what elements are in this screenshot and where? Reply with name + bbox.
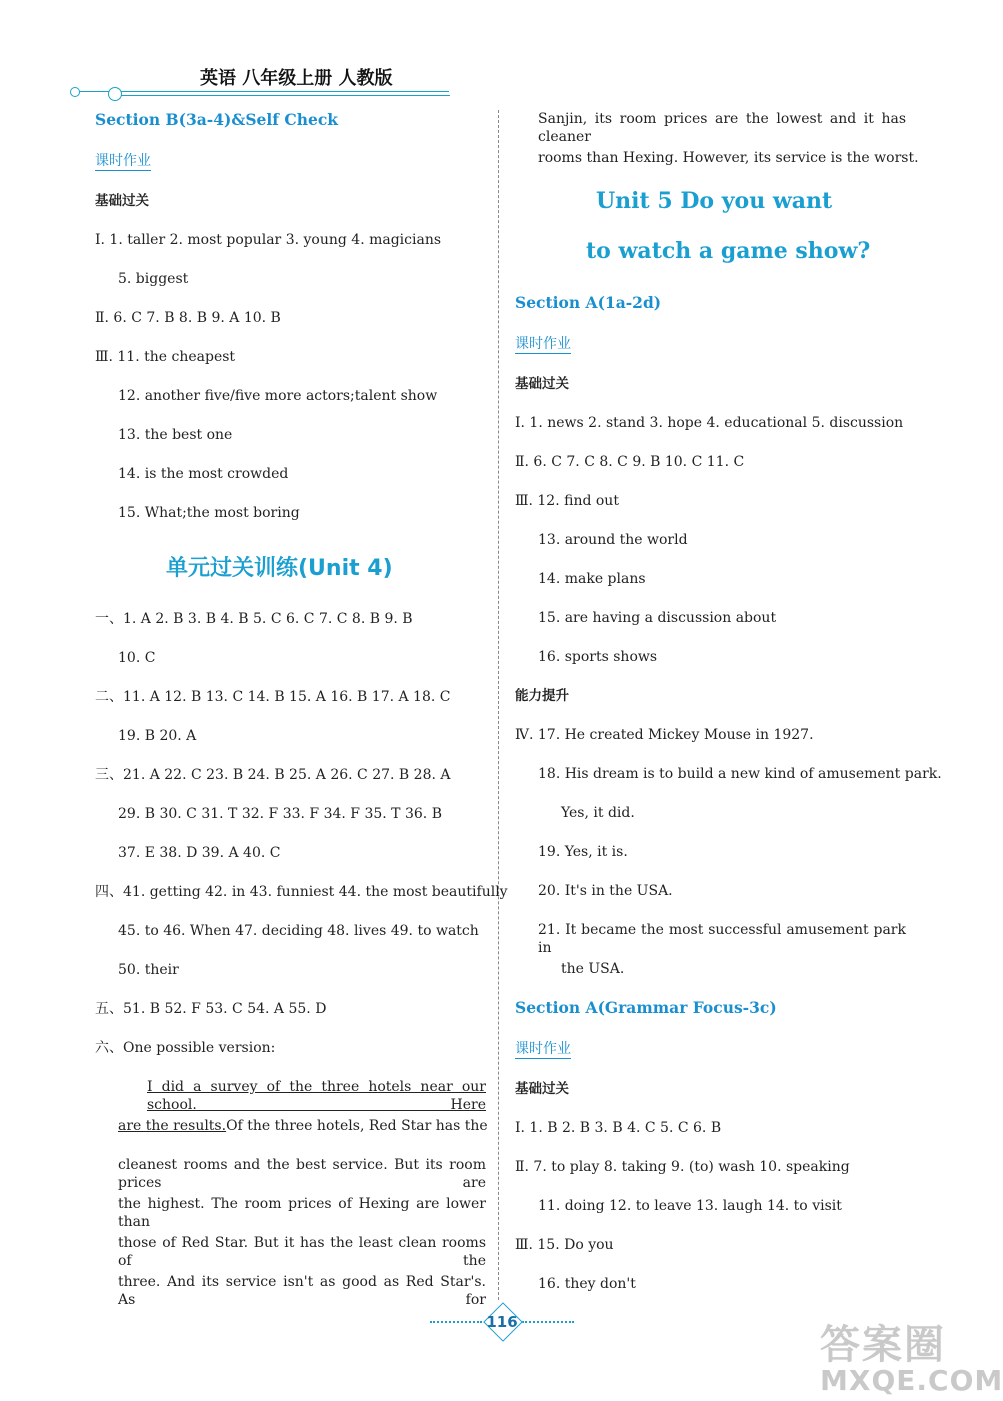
homework-label: 课时作业 [95,153,151,169]
answer-line: 一、1. A 2. B 3. B 4. B 5. C 6. C 7. C 8. B 9. B [95,611,413,627]
basic-label: 基础过关 [95,193,149,209]
answer-line: 18. His dream is to build a new kind of amusement park. [538,766,942,782]
essay-line: rooms than Hexing. However, its service is the worst. [538,150,919,166]
answer-line: 20. It's in the USA. [538,883,673,899]
basic-label: 基础过关 [515,1081,569,1097]
essay-underlined: are the results. [118,1118,227,1134]
answer-line: 二、11. A 12. B 13. C 14. B 15. A 16. B 17. A 18. C [95,689,451,705]
answer-line: Ⅱ. 6. C 7. B 8. B 9. A 10. B [95,310,281,326]
section-title: Section A(Grammar Focus-3c) [515,998,777,1017]
answer-line: 29. B 30. C 31. T 32. F 33. F 34. F 35. T 36. B [118,806,442,822]
answer-line: 19. B 20. A [118,728,197,744]
answer-line: 19. Yes, it is. [538,844,628,860]
answer-line: 15. are having a discussion about [538,610,777,626]
answer-line: 50. their [118,962,179,978]
unit-title-line-1: Unit 5 Do you want [596,188,833,214]
answer-line: Ⅰ. 1. taller 2. most popular 3. young 4. magicians [95,232,442,248]
answer-line: Ⅱ. 6. C 7. C 8. C 9. B 10. C 11. C [515,454,745,470]
homework-label: 课时作业 [515,336,571,352]
section-title: Section A(1a-2d) [515,293,662,312]
essay-text: Of the three hotels, Red Star has the [226,1118,488,1134]
page-dots-right [522,1321,574,1323]
advanced-label: 能力提升 [515,688,569,704]
answer-line: 11. doing 12. to leave 13. laugh 14. to visit [538,1198,842,1214]
page-dots-left [430,1321,482,1323]
essay-line: those of Red Star. But it has the least clean rooms of the [118,1235,486,1269]
page-number: 116 [486,1313,518,1331]
essay-line: the highest. The room prices of Hexing are lower than [118,1196,486,1230]
answer-line: 13. around the world [538,532,688,548]
essay-line: three. And its service isn't as good as Red Star's. As for [118,1274,486,1308]
essay-line [118,1117,486,1135]
answer-line: Ⅳ. 17. He created Mickey Mouse in 1927. [515,727,814,743]
answer-line: 六、One possible version: [95,1040,276,1056]
essay-line: Sanjin, its room prices are the lowest and it has cleaner [538,111,906,145]
answer-line: 45. to 46. When 47. deciding 48. lives 49. to watch [118,923,479,939]
answer-line: 16. they don't [538,1276,636,1292]
column-divider [498,110,499,1300]
watermark-top: 答案圈 [820,1322,946,1368]
answer-line: Ⅰ. 1. news 2. stand 3. hope 4. educational 5. discussion [515,415,904,431]
basic-label: 基础过关 [515,376,569,392]
answer-line: 三、21. A 22. C 23. B 24. B 25. A 26. C 27. B 28. A [95,767,451,783]
section-title: Section B(3a-4)&Self Check [95,110,339,129]
answer-line: 四、41. getting 42. in 43. funniest 44. the most beautifully [95,884,508,900]
answer-line: 14. make plans [538,571,646,587]
watermark-bottom: MXQE.COM [820,1364,1003,1397]
essay-line: I did a survey of the three hotels near our school. Here [147,1079,486,1113]
answer-line: Ⅰ. 1. B 2. B 3. B 4. C 5. C 6. B [515,1120,722,1136]
answer-line: 13. the best one [118,427,233,443]
answer-line: Yes, it did. [561,805,635,821]
essay-line: cleanest rooms and the best service. But its room prices are [118,1157,486,1191]
watermark-logo [820,1313,1003,1397]
homework-label: 课时作业 [515,1041,571,1057]
answer-line: 10. C [118,650,156,666]
header-ring-icon [108,87,122,101]
header-title: 英语 八年级上册 人教版 [200,68,393,89]
answer-line: 15. What;the most boring [118,505,300,521]
answer-line: the USA. [561,961,625,977]
answer-line: 21. It became the most successful amusement park in [538,922,906,956]
unit-title-line-2: to watch a game show? [586,238,871,264]
answer-line: Ⅱ. 7. to play 8. taking 9. (to) wash 10. speaking [515,1159,850,1175]
answer-line: 12. another five/five more actors;talent show [118,388,438,404]
header-dot-icon [70,87,80,97]
answer-line: Ⅲ. 15. Do you [515,1237,614,1253]
header-rule [74,91,449,92]
answer-line: Ⅲ. 11. the cheapest [95,349,236,365]
answer-line: 14. is the most crowded [118,466,289,482]
answer-line: 16. sports shows [538,649,658,665]
answer-line: 37. E 38. D 39. A 40. C [118,845,281,861]
unit-review-title: 单元过关训练(Unit 4) [166,556,393,581]
answer-line: 5. biggest [118,271,189,287]
answer-line: 五、51. B 52. F 53. C 54. A 55. D [95,1001,327,1017]
answer-line: Ⅲ. 12. find out [515,493,619,509]
header-rule-2 [110,95,450,96]
